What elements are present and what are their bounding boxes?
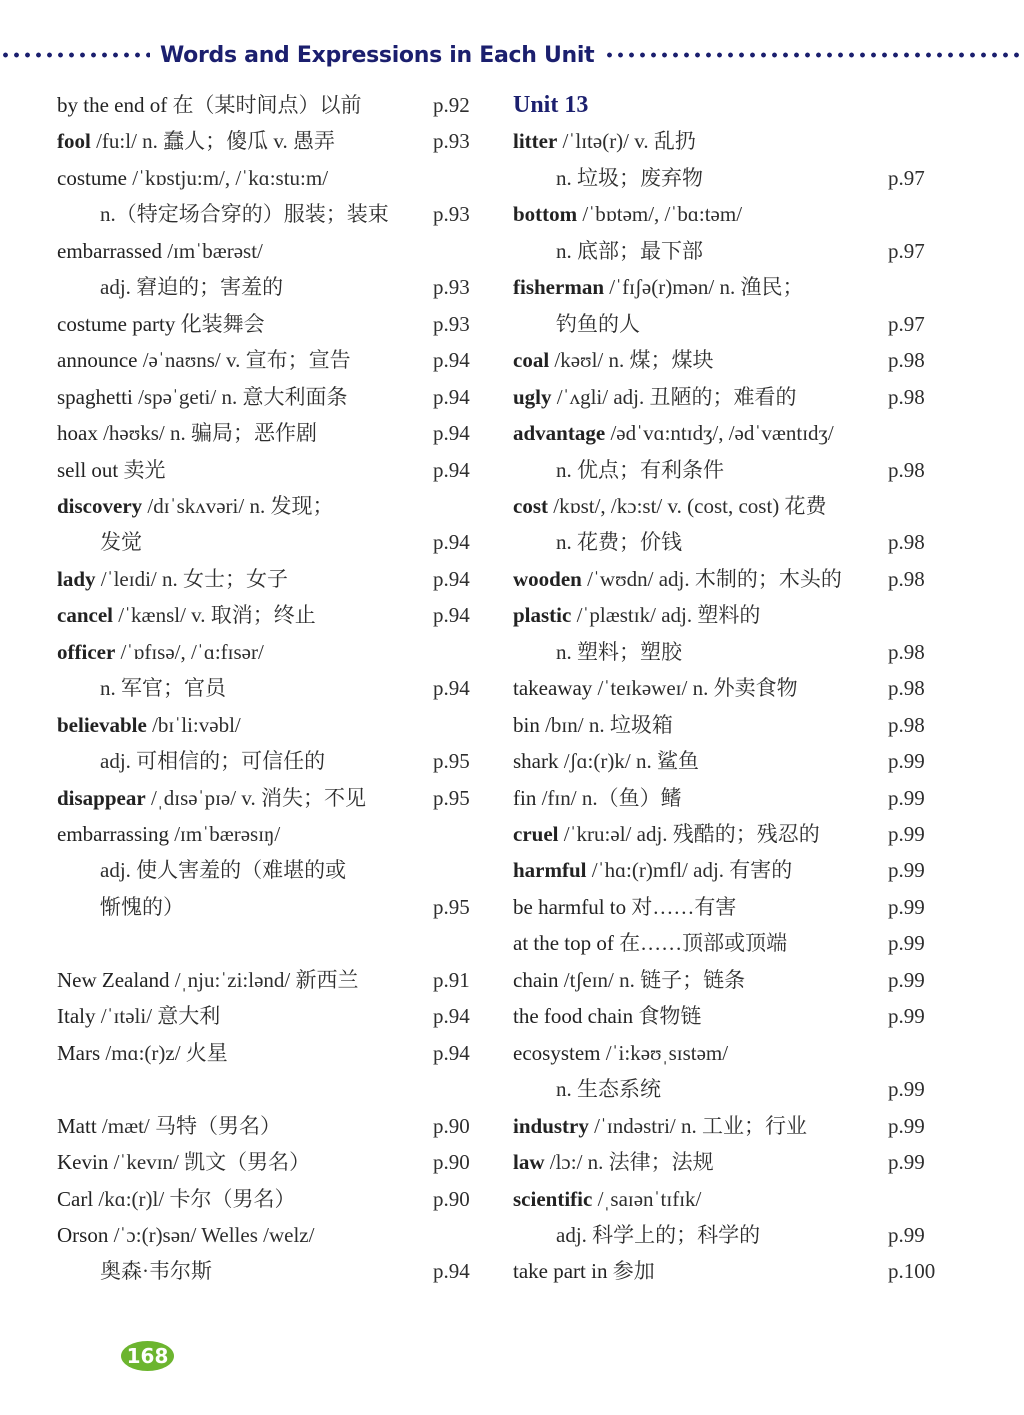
vocab-entry bbox=[57, 562, 487, 596]
entry-text bbox=[57, 895, 184, 919]
headword: shark bbox=[513, 749, 559, 774]
page-reference: p.99 bbox=[888, 894, 925, 919]
definition: /əˈnaʊns/ v. 宣布；宣告 bbox=[137, 348, 351, 373]
page-reference: p.93 bbox=[433, 275, 470, 300]
definition: adj. 科学上的；科学的 bbox=[556, 1222, 761, 1247]
entry-text bbox=[57, 129, 335, 153]
definition: /dɪˈskʌvəri/ n. 发现； bbox=[142, 493, 334, 518]
unit-heading bbox=[513, 88, 933, 122]
page-reference: p.97 bbox=[888, 311, 925, 336]
definition: /ˈfɪʃə(r)mən/ n. 渔民； bbox=[604, 275, 804, 300]
entry-text bbox=[57, 713, 241, 737]
page-reference: p.98 bbox=[888, 457, 925, 482]
vocab-entry bbox=[57, 999, 487, 1033]
definition: /ˈplæstɪk/ adj. 塑料的 bbox=[571, 603, 761, 628]
definition: 食物链 bbox=[633, 1004, 702, 1029]
vocab-entry bbox=[513, 1218, 933, 1252]
definition: /mæt/ 马特（男名） bbox=[96, 1113, 282, 1138]
entry-text bbox=[513, 1114, 807, 1138]
entry-text bbox=[513, 786, 682, 810]
headword: Kevin bbox=[57, 1150, 109, 1175]
definition: /ədˈvɑ:ntɪdʒ/, /ədˈvæntɪdʒ/ bbox=[605, 421, 834, 446]
definition: n. 底部；最下部 bbox=[556, 238, 703, 263]
vocab-entry bbox=[57, 343, 487, 377]
headword: by the end of bbox=[57, 93, 168, 117]
entry-text bbox=[513, 858, 792, 882]
vocab-entry bbox=[57, 890, 487, 924]
page-reference: p.100 bbox=[888, 1259, 936, 1284]
vocab-entry bbox=[513, 671, 933, 705]
headword: officer bbox=[57, 639, 116, 664]
vocab-entry bbox=[513, 197, 933, 231]
headword: hoax bbox=[57, 421, 98, 446]
vocab-entry bbox=[57, 124, 487, 158]
page-reference: p.99 bbox=[888, 749, 925, 774]
page-header bbox=[0, 38, 1024, 72]
unit-title: Unit 13 bbox=[513, 92, 589, 118]
vocab-entry bbox=[513, 853, 933, 887]
definition: 在（某时间点）以前 bbox=[167, 93, 362, 117]
entry-text bbox=[513, 93, 588, 117]
entry-text bbox=[57, 239, 263, 263]
vocab-entry bbox=[57, 671, 487, 705]
definition: /kɒst/, /kɔ:st/ v. (cost, cost) 花费 bbox=[548, 493, 827, 518]
definition: /ɪmˈbærəst/ bbox=[161, 238, 263, 263]
definition: /ʃɑ:(r)k/ n. 鲨鱼 bbox=[558, 749, 699, 774]
vocab-entry bbox=[513, 781, 933, 815]
page-reference: p.95 bbox=[433, 749, 470, 774]
entry-text bbox=[513, 530, 682, 554]
vocab-entry bbox=[513, 489, 933, 523]
definition: /ɪmˈbærəsɪŋ/ bbox=[168, 822, 281, 846]
vocab-entry bbox=[57, 307, 487, 341]
entry-text bbox=[57, 567, 288, 591]
headword: be harmful to bbox=[513, 894, 627, 919]
entry-text bbox=[513, 129, 696, 153]
page-reference: p.99 bbox=[888, 931, 925, 956]
vocab-entry bbox=[57, 781, 487, 815]
entry-text bbox=[57, 275, 283, 299]
headword: announce bbox=[57, 348, 138, 373]
headword: embarrassed bbox=[57, 238, 162, 263]
page-reference: p.97 bbox=[888, 165, 925, 190]
entry-text bbox=[513, 931, 787, 955]
vocab-entry bbox=[57, 1182, 487, 1216]
page-reference: p.98 bbox=[888, 566, 925, 591]
headword: fisherman bbox=[513, 275, 604, 300]
entry-text bbox=[57, 421, 317, 445]
definition: 惭愧的） bbox=[100, 894, 184, 919]
definition: /mɑ:(r)z/ 火星 bbox=[100, 1040, 228, 1065]
page-reference: p.99 bbox=[888, 785, 925, 810]
definition: /ˈwʊdn/ adj. 木制的；木头的 bbox=[581, 566, 842, 591]
page-reference: p.93 bbox=[433, 202, 470, 227]
definition: /fu:l/ n. 蠢人；傻瓜 v. 愚弄 bbox=[90, 129, 336, 154]
entry-text bbox=[57, 93, 361, 117]
headword: wooden bbox=[513, 566, 582, 591]
definition: 奥森·韦尔斯 bbox=[100, 1259, 212, 1284]
page-reference: p.99 bbox=[888, 967, 925, 992]
definition: adj. 可相信的；可信任的 bbox=[100, 749, 326, 774]
entry-text bbox=[513, 603, 760, 627]
definition: /kəʊl/ n. 煤；煤块 bbox=[549, 348, 714, 373]
entry-text bbox=[57, 822, 280, 846]
definition: n. 花费；价钱 bbox=[556, 530, 682, 555]
entry-text bbox=[513, 1150, 714, 1174]
definition: n. 垃圾；废弃物 bbox=[556, 165, 703, 190]
entry-text bbox=[513, 1077, 661, 1101]
entry-text bbox=[57, 1041, 228, 1065]
entry-text bbox=[57, 1223, 314, 1247]
headword: cost bbox=[513, 493, 548, 518]
headword: New Zealand bbox=[57, 967, 170, 992]
vocab-entry bbox=[513, 744, 933, 778]
vocab-entry bbox=[513, 270, 933, 304]
entry-text bbox=[513, 895, 736, 919]
vocab-entry bbox=[513, 307, 933, 341]
vocab-entry bbox=[57, 1218, 487, 1252]
vocab-entry bbox=[513, 999, 933, 1033]
entry-text bbox=[513, 1187, 701, 1211]
headword: bin bbox=[513, 712, 540, 737]
page-reference: p.94 bbox=[433, 566, 470, 591]
entry-text bbox=[513, 822, 820, 846]
definition: /ˈkru:əl/ adj. 残酷的；残忍的 bbox=[558, 822, 820, 846]
headword: law bbox=[513, 1150, 545, 1175]
headword: costume bbox=[57, 165, 127, 190]
page-reference: p.90 bbox=[433, 1150, 470, 1175]
entry-text bbox=[513, 421, 834, 445]
vocab-entry bbox=[513, 525, 933, 559]
vocab-entry bbox=[513, 380, 933, 414]
page-reference: p.94 bbox=[433, 603, 470, 628]
headword: embarrassing bbox=[57, 822, 169, 846]
page-reference: p.99 bbox=[888, 1077, 925, 1102]
headword: bottom bbox=[513, 202, 578, 227]
entry-text bbox=[57, 1259, 212, 1283]
vocab-entry bbox=[57, 270, 487, 304]
entry-text bbox=[57, 312, 265, 336]
definition: /bɪn/ n. 垃圾箱 bbox=[539, 712, 673, 737]
definition: /ˈkɒstju:m/, /ˈkɑ:stu:m/ bbox=[126, 165, 329, 190]
vocab-entry bbox=[57, 489, 487, 523]
definition: n. 军官；官员 bbox=[100, 676, 226, 701]
definition: /ˈleɪdi/ n. 女士；女子 bbox=[95, 566, 289, 591]
entry-text bbox=[513, 1041, 728, 1065]
vocab-entry bbox=[57, 525, 487, 559]
vocab-entry bbox=[57, 963, 487, 997]
entry-text bbox=[513, 239, 703, 263]
entry-text bbox=[57, 1004, 220, 1028]
headword: spaghetti bbox=[57, 384, 133, 409]
vocab-entry bbox=[513, 1072, 933, 1106]
entry-text bbox=[57, 786, 366, 810]
vocab-entry bbox=[513, 635, 933, 669]
headword: takeaway bbox=[513, 676, 593, 701]
entry-text bbox=[513, 713, 673, 737]
vocab-entry bbox=[57, 1036, 487, 1070]
vocab-entry bbox=[513, 1182, 933, 1216]
definition: /ˈhɑ:(r)mfl/ adj. 有害的 bbox=[586, 858, 793, 883]
entry-text bbox=[513, 968, 745, 992]
headword: believable bbox=[57, 712, 147, 737]
vocab-entry bbox=[513, 124, 933, 158]
entry-text bbox=[57, 749, 325, 773]
entry-text bbox=[513, 458, 724, 482]
definition: /ˌnju:ˈzi:lənd/ 新西兰 bbox=[169, 967, 359, 992]
headword: fool bbox=[57, 129, 91, 154]
vocab-entry bbox=[513, 1145, 933, 1179]
definition: /lɔ:/ n. 法律；法规 bbox=[544, 1150, 714, 1175]
page-reference: p.97 bbox=[888, 238, 925, 263]
entry-text bbox=[57, 676, 226, 700]
definition: n. 优点；有利条件 bbox=[556, 457, 724, 482]
vocab-entry bbox=[57, 161, 487, 195]
vocab-entry bbox=[513, 161, 933, 195]
page-reference: p.94 bbox=[433, 1040, 470, 1065]
headword: plastic bbox=[513, 603, 572, 628]
entry-text bbox=[513, 1223, 760, 1247]
page-reference: p.93 bbox=[433, 129, 470, 154]
vocab-entry bbox=[57, 197, 487, 231]
definition: /spəˈgeti/ n. 意大利面条 bbox=[132, 384, 348, 409]
page-reference: p.99 bbox=[888, 1004, 925, 1029]
entry-text bbox=[57, 348, 351, 372]
vocab-entry bbox=[57, 380, 487, 414]
vocab-entry bbox=[57, 416, 487, 450]
vocab-entry bbox=[513, 1109, 933, 1143]
headword: take part in bbox=[513, 1259, 608, 1284]
page-reference: p.94 bbox=[433, 421, 470, 446]
headword: the food chain bbox=[513, 1004, 634, 1029]
definition: /bɪˈli:vəbl/ bbox=[146, 712, 241, 737]
vocab-entry bbox=[57, 1145, 487, 1179]
vocab-entry bbox=[513, 453, 933, 487]
page-reference: p.94 bbox=[433, 384, 470, 409]
definition: n. 生态系统 bbox=[556, 1077, 661, 1102]
headword: sell out bbox=[57, 457, 119, 482]
definition: /tʃeɪn/ n. 链子；链条 bbox=[558, 967, 746, 992]
entry-text bbox=[57, 494, 333, 518]
headword: advantage bbox=[513, 421, 606, 446]
page-reference: p.98 bbox=[888, 530, 925, 555]
entry-text bbox=[57, 202, 389, 226]
page-reference: p.91 bbox=[433, 967, 470, 992]
entry-text bbox=[57, 385, 347, 409]
definition: /ˈɒfɪsə/, /ˈɑ:fɪsər/ bbox=[115, 639, 264, 664]
headword: Orson bbox=[57, 1222, 109, 1247]
definition: /kɑ:(r)l/ 卡尔（男名） bbox=[93, 1186, 296, 1211]
definition: /ˌdɪsəˈpɪə/ v. 消失；不见 bbox=[145, 785, 366, 810]
definition: 化装舞会 bbox=[175, 311, 265, 336]
vocab-entry bbox=[57, 88, 487, 122]
entry-text bbox=[513, 749, 699, 773]
vocab-entry bbox=[513, 926, 933, 960]
page-reference: p.90 bbox=[433, 1186, 470, 1211]
definition: 卖光 bbox=[118, 457, 166, 482]
definition: adj. 窘迫的；害羞的 bbox=[100, 275, 284, 300]
definition: /ˈlɪtə(r)/ v. 乱扔 bbox=[557, 129, 696, 154]
definition: /ˈteɪkəweɪ/ n. 外卖食物 bbox=[592, 676, 798, 701]
headword: ecosystem bbox=[513, 1040, 601, 1065]
entry-text bbox=[57, 1114, 281, 1138]
header-title: Words and Expressions in Each Unit bbox=[160, 42, 595, 68]
vocab-entry bbox=[513, 234, 933, 268]
vocab-entry bbox=[57, 1109, 487, 1143]
definition: n.（特定场合穿的）服装；装束 bbox=[100, 202, 389, 227]
page-reference: p.98 bbox=[888, 639, 925, 664]
definition: /ˈɪndəstri/ n. 工业；行业 bbox=[588, 1113, 808, 1138]
headword: scientific bbox=[513, 1186, 593, 1211]
vocab-entry bbox=[57, 453, 487, 487]
definition: /ˈbɒtəm/, /ˈbɑ:təm/ bbox=[577, 202, 743, 227]
entry-text bbox=[57, 1187, 295, 1211]
vocab-entry bbox=[513, 817, 933, 851]
page-reference: p.98 bbox=[888, 348, 925, 373]
entry-text bbox=[57, 968, 359, 992]
entry-text bbox=[513, 1259, 655, 1283]
page-reference: p.99 bbox=[888, 822, 925, 846]
headword: Italy bbox=[57, 1004, 96, 1029]
page-reference: p.95 bbox=[433, 785, 470, 810]
vocab-entry bbox=[513, 562, 933, 596]
definition: /fɪn/ n.（鱼）鳍 bbox=[536, 785, 682, 810]
entry-text bbox=[513, 348, 714, 372]
definition: /ˈkænsl/ v. 取消；终止 bbox=[112, 603, 316, 628]
vocab-entry bbox=[513, 708, 933, 742]
page-reference: p.93 bbox=[433, 311, 470, 336]
vocab-entry bbox=[57, 708, 487, 742]
entry-text bbox=[57, 166, 328, 190]
headword: Mars bbox=[57, 1040, 101, 1065]
definition: /ˈʌgli/ adj. 丑陋的；难看的 bbox=[551, 384, 797, 409]
headword: harmful bbox=[513, 858, 587, 883]
headword: cancel bbox=[57, 603, 113, 628]
vocab-entry bbox=[57, 635, 487, 669]
definition: 发觉 bbox=[100, 530, 142, 555]
vocab-entry bbox=[57, 598, 487, 632]
page-reference: p.94 bbox=[433, 1004, 470, 1029]
page-reference: p.94 bbox=[433, 1259, 470, 1284]
definition: /həʊks/ n. 骗局；恶作剧 bbox=[97, 421, 318, 446]
headword: fin bbox=[513, 785, 537, 810]
entry-text bbox=[513, 1004, 701, 1028]
vocab-entry bbox=[513, 343, 933, 377]
page-reference: p.98 bbox=[888, 676, 925, 701]
vocab-entry bbox=[57, 744, 487, 778]
entry-text bbox=[513, 640, 682, 664]
page-reference: p.99 bbox=[888, 1222, 925, 1247]
entry-text bbox=[513, 494, 827, 518]
vocab-entry bbox=[513, 598, 933, 632]
page-reference: p.92 bbox=[433, 93, 470, 117]
vocab-entry bbox=[57, 234, 487, 268]
headword: disappear bbox=[57, 785, 146, 810]
page-reference: p.95 bbox=[433, 894, 470, 919]
headword: Carl bbox=[57, 1186, 94, 1211]
headword: lady bbox=[57, 566, 96, 591]
entry-text bbox=[513, 385, 797, 409]
page-reference: p.90 bbox=[433, 1113, 470, 1138]
entry-text bbox=[513, 676, 798, 700]
dotted-rule bbox=[0, 52, 150, 58]
definition: /ˈkevɪn/ 凯文（男名） bbox=[108, 1150, 311, 1175]
entry-text bbox=[57, 858, 346, 882]
headword: ugly bbox=[513, 384, 552, 409]
entry-text bbox=[57, 458, 166, 482]
page-reference: p.94 bbox=[433, 530, 470, 555]
vocab-entry bbox=[513, 416, 933, 450]
vocab-entry bbox=[57, 817, 487, 851]
headword: Matt bbox=[57, 1113, 97, 1138]
page-reference: p.99 bbox=[888, 1113, 925, 1138]
definition: /ˈɔ:(r)sən/ Welles /welz/ bbox=[108, 1222, 315, 1247]
headword: coal bbox=[513, 348, 550, 373]
headword: cruel bbox=[513, 822, 559, 846]
page-reference: p.98 bbox=[888, 384, 925, 409]
page-reference: p.94 bbox=[433, 348, 470, 373]
vocab-entry bbox=[513, 1036, 933, 1070]
vocab-entry bbox=[57, 853, 487, 887]
definition: /ˌsaɪənˈtɪfɪk/ bbox=[592, 1186, 702, 1211]
vocab-entry bbox=[513, 1254, 936, 1288]
entry-text bbox=[57, 603, 316, 627]
definition: adj. 使人害羞的（难堪的或 bbox=[100, 858, 347, 883]
entry-text bbox=[57, 1150, 310, 1174]
page-reference: p.94 bbox=[433, 457, 470, 482]
headword: costume party bbox=[57, 311, 176, 336]
headword: industry bbox=[513, 1113, 589, 1138]
entry-text bbox=[513, 567, 842, 591]
vocab-entry bbox=[57, 1254, 487, 1288]
headword: at the top of bbox=[513, 931, 614, 956]
page-reference: p.99 bbox=[888, 858, 925, 883]
page-reference: p.94 bbox=[433, 676, 470, 701]
definition: 钓鱼的人 bbox=[556, 311, 640, 336]
definition: n. 塑料；塑胶 bbox=[556, 639, 682, 664]
entry-text bbox=[513, 202, 742, 226]
entry-text bbox=[57, 530, 142, 554]
definition: /ˈi:kəʊˌsɪstəm/ bbox=[600, 1040, 729, 1065]
page-reference: p.98 bbox=[888, 712, 925, 737]
definition: /ˈɪtəli/ 意大利 bbox=[95, 1004, 221, 1029]
entry-text bbox=[513, 166, 703, 190]
entry-text bbox=[57, 640, 264, 664]
headword: litter bbox=[513, 129, 558, 154]
headword: chain bbox=[513, 967, 559, 992]
dotted-rule bbox=[604, 52, 1024, 58]
entry-text bbox=[513, 312, 640, 336]
definition: 参加 bbox=[607, 1259, 655, 1284]
definition: 对……有害 bbox=[626, 894, 737, 919]
page-number-badge: 168 bbox=[121, 1341, 174, 1371]
headword: discovery bbox=[57, 493, 143, 518]
page-reference: p.99 bbox=[888, 1150, 925, 1175]
entry-text bbox=[513, 275, 803, 299]
definition: 在……顶部或顶端 bbox=[613, 931, 788, 956]
vocab-entry bbox=[513, 963, 933, 997]
vocab-entry bbox=[513, 890, 933, 924]
